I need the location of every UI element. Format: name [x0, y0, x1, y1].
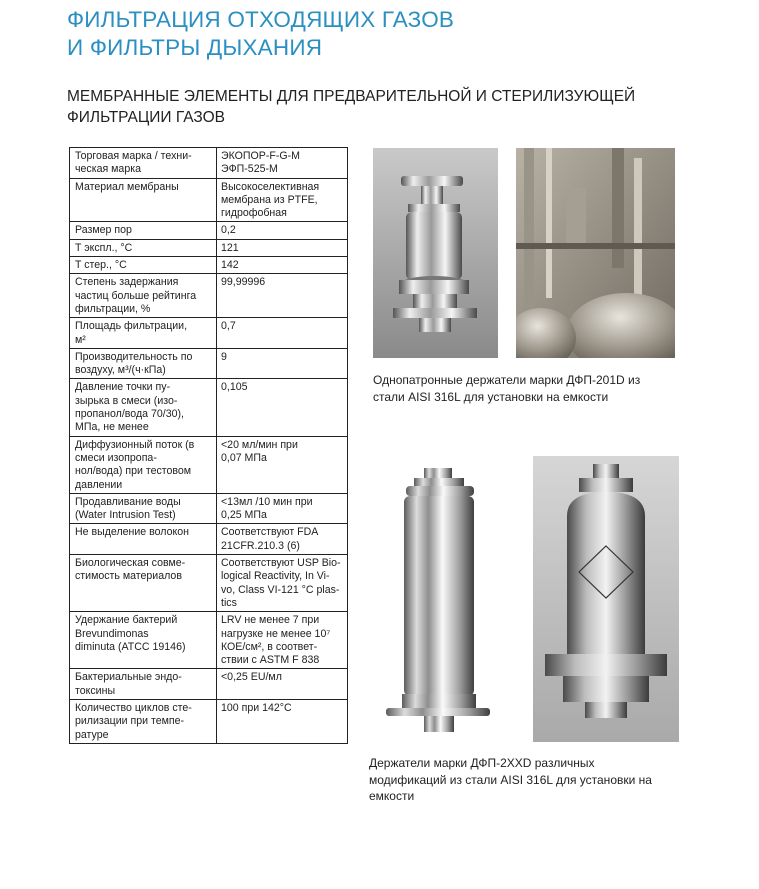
spec-value-line: Высокоселективная	[221, 180, 320, 193]
spec-key-line: частиц больше рейтинга	[75, 289, 197, 302]
spec-table	[69, 147, 348, 744]
spec-value-cell	[217, 239, 348, 256]
spec-value-line: vo, Class VI-121 °C plas-	[221, 583, 340, 596]
table-row	[70, 318, 348, 349]
spec-key-cell	[70, 493, 217, 524]
spec-value-line: 0,7	[221, 320, 236, 333]
spec-key-line: токсины	[75, 684, 116, 697]
spec-value-cell	[217, 524, 348, 555]
page-title	[67, 6, 454, 62]
spec-key-cell	[70, 239, 217, 256]
spec-key-line: нол/вода) при тестовом	[75, 465, 192, 478]
spec-key-cell	[70, 318, 217, 349]
spec-key-line: Диффузионный поток (в	[75, 438, 195, 451]
spec-value-cell	[217, 318, 348, 349]
spec-value-line: 0,25 МПа	[221, 509, 267, 522]
spec-key-cell	[70, 436, 217, 493]
spec-key-line: Количество циклов сте-	[75, 701, 192, 714]
table-row	[70, 669, 348, 700]
spec-value-line: Соответствуют FDA	[221, 526, 319, 539]
spec-key-line: пропанол/вода 70/30),	[75, 408, 184, 421]
spec-key-line: Площадь фильтрации,	[75, 320, 188, 333]
spec-key-cell	[70, 612, 217, 669]
table-row	[70, 379, 348, 436]
spec-key-cell	[70, 148, 217, 179]
spec-value-line: logical Reactivity, In Vi-	[221, 570, 330, 583]
spec-value-cell	[217, 699, 348, 743]
table-row	[70, 274, 348, 318]
spec-key-cell	[70, 524, 217, 555]
caption-bottom-line-1: Держатели марки ДФП-2XXD различных	[369, 756, 595, 770]
photo-installation-vessels	[516, 148, 675, 358]
title-line-1: ФИЛЬТРАЦИЯ ОТХОДЯЩИХ ГАЗОВ	[67, 7, 455, 32]
photo-holder-tubular	[380, 462, 506, 742]
table-row	[70, 493, 348, 524]
spec-value-line: 0,105	[221, 381, 248, 394]
spec-key-line: стимость материалов	[75, 570, 182, 583]
spec-value-cell	[217, 222, 348, 239]
caption-bottom-line-3: емкости	[369, 789, 415, 803]
spec-key-cell	[70, 178, 217, 222]
spec-value-cell	[217, 348, 348, 379]
spec-value-line: 100 при 142°С	[221, 701, 292, 714]
spec-value-line: 99,99996	[221, 276, 266, 289]
spec-key-line: зырька в смеси (изо-	[75, 394, 178, 407]
table-row	[70, 699, 348, 743]
table-row	[70, 148, 348, 179]
table-row	[70, 612, 348, 669]
spec-key-line: Биологическая совме-	[75, 557, 186, 570]
spec-key-cell	[70, 222, 217, 239]
spec-key-line: фильтрации, %	[75, 302, 151, 315]
spec-key-line: Размер пор	[75, 224, 132, 237]
spec-key-line: Производительность по	[75, 350, 193, 363]
caption-top-line-1: Однопатронные держатели марки ДФП-201D из	[373, 373, 641, 387]
spec-key-line: T экспл., °С	[75, 241, 133, 254]
spec-key-line: Торговая марка / техни-	[75, 150, 192, 162]
spec-key-cell	[70, 348, 217, 379]
caption-bottom-line-2: модификаций из стали AISI 316L для установки на	[369, 772, 652, 787]
spec-key-line: смеси изопропа-	[75, 451, 157, 464]
spec-value-line: <0,25 EU/мл	[221, 671, 282, 684]
spec-key-cell	[70, 669, 217, 700]
table-row	[70, 257, 348, 274]
caption-top	[373, 372, 640, 405]
spec-value-line: КОЕ/см², в соответ-	[221, 640, 318, 653]
caption-bottom	[369, 755, 652, 805]
spec-key-cell	[70, 555, 217, 612]
subtitle-line-2: ФИЛЬТРАЦИИ ГАЗОВ	[67, 109, 225, 126]
spec-key-cell	[70, 257, 217, 274]
spec-value-line: мембрана из PTFE,	[221, 193, 318, 206]
spec-value-line: 9	[221, 350, 227, 363]
spec-key-line: Материал мембраны	[75, 180, 179, 193]
spec-value-line: гидрофобная	[221, 207, 287, 220]
spec-key-line: Не выделение волокон	[75, 526, 189, 539]
spec-key-line: Brevundimonas	[75, 627, 149, 640]
table-row	[70, 239, 348, 256]
spec-value-cell	[217, 612, 348, 669]
spec-key-line: Продавливание воды	[75, 495, 181, 508]
spec-key-line: воздуху, м³/(ч·кПа)	[75, 364, 166, 377]
spec-value-cell	[217, 669, 348, 700]
spec-key-line: ратуре	[75, 728, 109, 741]
spec-key-line: Давление точки пу-	[75, 381, 171, 394]
spec-value-line: ЭКОПОР-F-G-M	[221, 150, 300, 162]
spec-value-line: ЭФП-525-М	[221, 163, 278, 176]
spec-key-cell	[70, 379, 217, 436]
spec-key-line: МПа, не менее	[75, 421, 149, 434]
spec-key-line: ческая марка	[75, 163, 141, 176]
spec-key-line: Удержание бактерий	[75, 614, 178, 627]
spec-value-cell	[217, 178, 348, 222]
table-row	[70, 178, 348, 222]
spec-value-line: 121	[221, 241, 239, 254]
spec-value-cell	[217, 555, 348, 612]
spec-key-line: T стер., °С	[75, 259, 127, 272]
spec-value-cell	[217, 493, 348, 524]
spec-value-line: 21CFR.210.3 (6)	[221, 539, 300, 552]
spec-key-line: давлении	[75, 478, 123, 491]
spec-key-cell	[70, 274, 217, 318]
table-row	[70, 348, 348, 379]
spec-key-line: Степень задержания	[75, 276, 179, 289]
table-row	[70, 524, 348, 555]
spec-table-body	[70, 148, 348, 744]
spec-value-line: LRV не менее 7 при	[221, 614, 320, 627]
section-subtitle	[67, 86, 635, 128]
spec-value-cell	[217, 379, 348, 436]
title-line-2: И ФИЛЬТРЫ ДЫХАНИЯ	[67, 35, 323, 60]
spec-key-line: м²	[75, 333, 86, 346]
spec-value-line: <13мл /10 мин при	[221, 495, 313, 508]
spec-value-cell	[217, 257, 348, 274]
spec-value-line: 0,2	[221, 224, 236, 237]
spec-value-line: tics	[221, 596, 237, 609]
spec-value-cell	[217, 436, 348, 493]
subtitle-line-1: МЕМБРАННЫЕ ЭЛЕМЕНТЫ ДЛЯ ПРЕДВАРИТЕЛЬНОЙ И СТЕРИЛИЗУЮЩЕЙ	[67, 88, 636, 105]
spec-value-line: нагрузке не менее 10⁷	[221, 627, 331, 640]
table-row	[70, 555, 348, 612]
spec-value-line: ствии с ASTM F 838	[221, 654, 320, 667]
spec-key-line: (Water Intrusion Test)	[75, 509, 176, 522]
photo-holder-single	[373, 148, 498, 358]
spec-value-cell	[217, 274, 348, 318]
table-row	[70, 436, 348, 493]
spec-key-line: Бактериальные эндо-	[75, 671, 182, 684]
table-row	[70, 222, 348, 239]
spec-value-line: <20 мл/мин при	[221, 438, 298, 451]
spec-value-cell	[217, 148, 348, 179]
spec-value-line: 0,07 МПа	[221, 451, 267, 464]
spec-key-line: diminuta (ATCC 19146)	[75, 640, 186, 653]
spec-key-cell	[70, 699, 217, 743]
caption-top-line-2: стали AISI 316L для установки на емкости	[373, 389, 609, 404]
spec-value-line: Соответствуют USP Bio-	[221, 557, 341, 570]
spec-key-line: рилизации при темпе-	[75, 715, 185, 728]
photo-holder-labeled	[533, 456, 679, 742]
spec-value-line: 142	[221, 259, 239, 272]
